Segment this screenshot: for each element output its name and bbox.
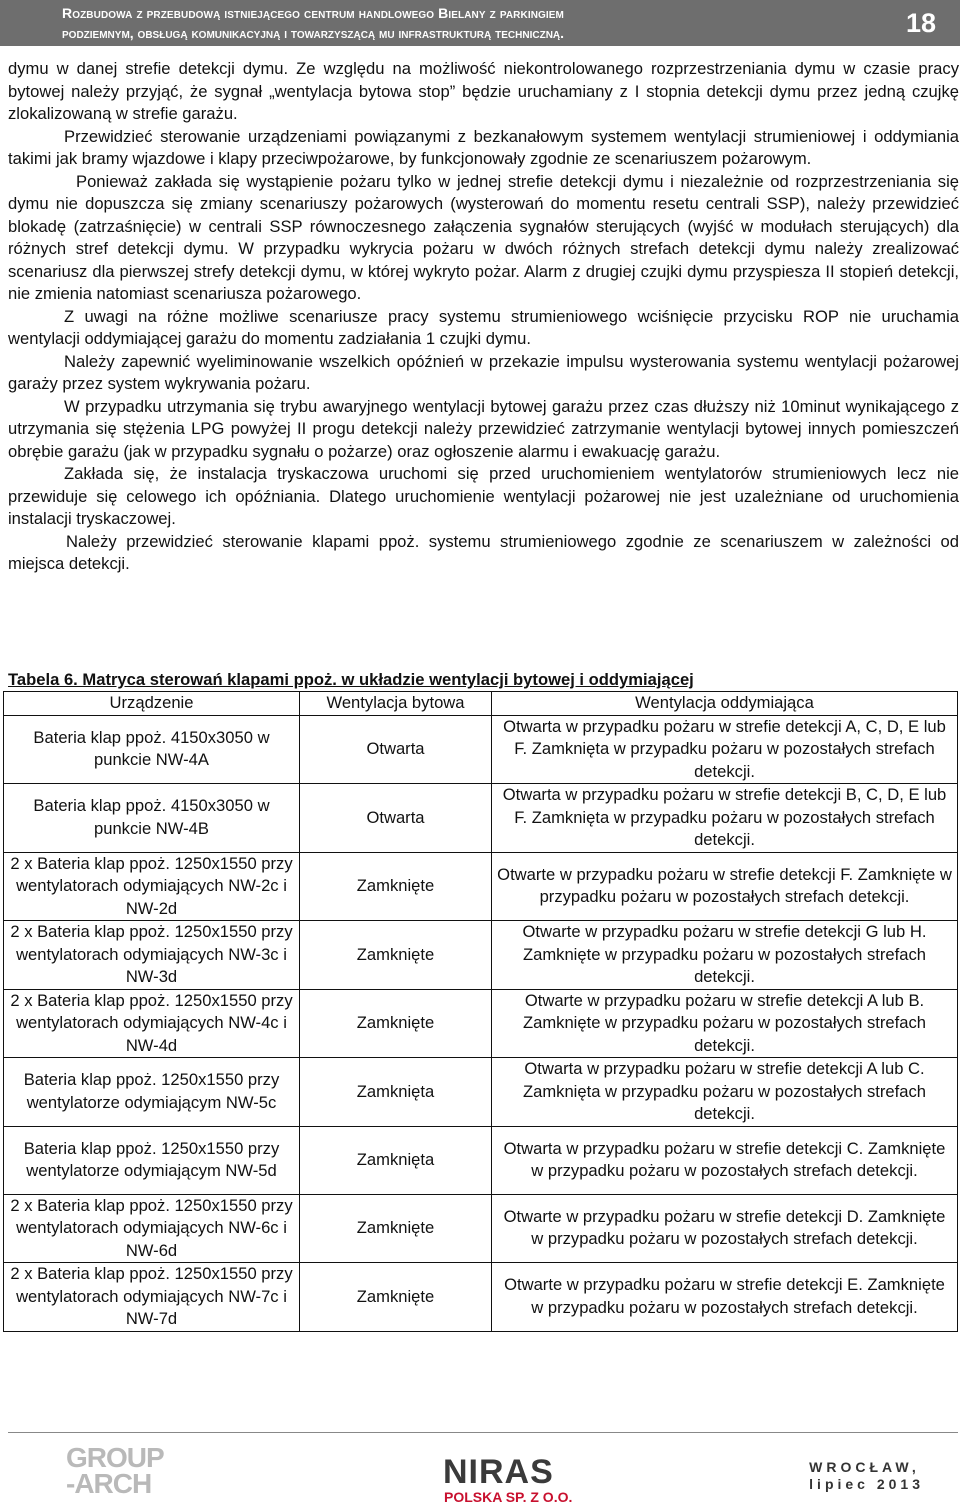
table-cell: 2 x Bateria klap ppoż. 1250x1550 przy wentylatorach odymiających NW-4c i NW-4d xyxy=(4,989,300,1058)
column-header: Wentylacja oddymiająca xyxy=(492,692,958,716)
place-date xyxy=(809,1459,924,1493)
table-cell: 2 x Bateria klap ppoż. 1250x1550 przy wentylatorach odymiających NW-6c i NW-6d xyxy=(4,1194,300,1263)
table-cell: Bateria klap ppoż. 4150x3050 w punkcie NW-4B xyxy=(4,784,300,853)
table-cell: Zamknięta xyxy=(300,1058,492,1127)
table-cell: Zamknięta xyxy=(300,1126,492,1194)
table-header-row xyxy=(4,692,958,716)
table-cell: Otwarta xyxy=(300,784,492,853)
logo-text: NIRAS xyxy=(443,1453,554,1491)
table-row xyxy=(4,715,958,784)
page-number: 18 xyxy=(905,8,936,38)
table-cell: Otwarte w przypadku pożaru w strefie detekcji E. Zamknięte w przypadku pożaru w pozostałych strefach detekcji. xyxy=(492,1263,958,1332)
table-row xyxy=(4,921,958,990)
logo-subtext: POLSKA SP. Z O.O. xyxy=(444,1489,573,1505)
footer-divider xyxy=(8,1432,958,1433)
table-cell: Bateria klap ppoż. 1250x1550 przy wentylatorze odymiającym NW-5d xyxy=(4,1126,300,1194)
header-title-line2: podziemnym, obsługą komunikacyjną i towarzyszącą mu infrastrukturą techniczną. xyxy=(62,25,565,41)
group-arch-logo xyxy=(66,1442,186,1500)
table-cell: Otwarta w przypadku pożaru w strefie detekcji A, C, D, E lub F. Zamknięta w przypadku pożaru w pozostałych strefach detekcji. xyxy=(492,715,958,784)
table-cell: Otwarta w przypadku pożaru w strefie detekcji C. Zamknięte w przypadku pożaru w pozostałych strefach detekcji. xyxy=(492,1126,958,1194)
table-row xyxy=(4,1194,958,1263)
niras-logo xyxy=(443,1455,603,1505)
table-row xyxy=(4,1058,958,1127)
table-row xyxy=(4,852,958,921)
table-row xyxy=(4,1263,958,1332)
document-body xyxy=(8,58,959,576)
table-cell: Otwarta xyxy=(300,715,492,784)
table-cell: Otwarte w przypadku pożaru w strefie detekcji F. Zamknięte w przypadku pożaru w pozostałych strefach detekcji. xyxy=(492,852,958,921)
logo-text: -ARCH xyxy=(66,1468,152,1499)
table-cell: 2 x Bateria klap ppoż. 1250x1550 przy wentylatorach odymiających NW-2c i NW-2d xyxy=(4,852,300,921)
table-cell: Otwarta w przypadku pożaru w strefie detekcji B, C, D, E lub F. Zamknięta w przypadku pożaru w pozostałych strefach detekcji. xyxy=(492,784,958,853)
table-cell: Zamknięte xyxy=(300,1263,492,1332)
paragraph: W przypadku utrzymania się trybu awaryjnego wentylacji bytowej garażu przez czas dłuższy niż 10minut wynikającego z utrzymania się stężenia LPG powyżej II progu detekcji należy przewidzieć zatrzymanie wentylacji bytowej innych pomieszczeń obrębie garażu (jak w przypadku sygnału o pożarze) oraz ogłoszenie alarmu i ewakuację garażu. xyxy=(8,396,959,461)
column-header: Urządzenie xyxy=(4,692,300,716)
page-header xyxy=(0,0,960,46)
table-cell: Otwarte w przypadku pożaru w strefie detekcji D. Zamknięte w przypadku pożaru w pozostałych strefach detekcji. xyxy=(492,1194,958,1263)
paragraph: Należy przewidzieć sterowanie klapami ppoż. systemu strumieniowego zgodnie ze scenariuszem w zależności od miejsca detekcji. xyxy=(8,531,959,573)
control-matrix-table xyxy=(3,691,958,1332)
table-row xyxy=(4,1126,958,1194)
table-cell: 2 x Bateria klap ppoż. 1250x1550 przy wentylatorach odymiających NW-7c i NW-7d xyxy=(4,1263,300,1332)
logo-text: GROUP xyxy=(66,1442,164,1473)
paragraph: Przewidzieć sterowanie urządzeniami powiązanymi z bezkanałowym systemem wentylacji strumieniowej i oddymiania takimi jak bramy wjazdowe i klapy przeciwpożarowe, by funkcjonowały zgodnie ze scenariuszem pożarowym. xyxy=(8,126,959,168)
table-cell: Zamknięte xyxy=(300,921,492,990)
table-row xyxy=(4,784,958,853)
table-caption: Tabela 6. Matryca sterowań klapami ppoż. w układzie wentylacji bytowej i oddymiającej xyxy=(8,670,694,689)
table-cell: Zamknięte xyxy=(300,852,492,921)
table-cell: Otwarta w przypadku pożaru w strefie detekcji A lub C. Zamknięta w przypadku pożaru w pozostałych strefach detekcji. xyxy=(492,1058,958,1127)
city-label: WROCŁAW, xyxy=(809,1459,920,1475)
column-header: Wentylacja bytowa xyxy=(300,692,492,716)
paragraph: Zakłada się, że instalacja tryskaczowa uruchomi się przed uruchomieniem wentylatorów strumieniowych lecz nie przewiduje się celowego ich opóźniania. Dlatego uruchomienie wentylacji pożarowej nie jest uzależniane od uruchomienia instalacji tryskaczowej. xyxy=(8,464,959,528)
table-cell: Bateria klap ppoż. 4150x3050 w punkcie NW-4A xyxy=(4,715,300,784)
table-cell: Bateria klap ppoż. 1250x1550 przy wentylatorze odymiającym NW-5c xyxy=(4,1058,300,1127)
table-cell: Otwarte w przypadku pożaru w strefie detekcji A lub B. Zamknięte w przypadku pożaru w pozostałych strefach detekcji. xyxy=(492,989,958,1058)
paragraph: dymu w danej strefie detekcji dymu. Ze względu na możliwość niekontrolowanego rozprzestrzeniania dymu w czasie pracy bytowej należy przyjąć, że sygnał „wentylacja bytowa stop” będzie uruchamiany z I stopnia detekcji dymu przez jedną czujkę zlokalizowaną w strefie garażu. xyxy=(8,59,959,123)
table-cell: Zamknięte xyxy=(300,1194,492,1263)
paragraph: Należy zapewnić wyeliminowanie wszelkich opóźnień w przekazie impulsu wysterowania systemu wentylacji pożarowej garaży przez system wykrywania pożaru. xyxy=(8,351,959,393)
table-cell: Otwarte w przypadku pożaru w strefie detekcji G lub H. Zamknięte w przypadku pożaru w pozostałych strefach detekcji. xyxy=(492,921,958,990)
paragraph: Ponieważ zakłada się wystąpienie pożaru tylko w jednej strefie detekcji dymu i niezależnie od rozprzestrzeniania się dymu nie dopuszcza się zmiany scenariuszy pożarowych (wysterowań do momentu resetu centrali SSP), należy przewidzieć blokadę (zatrzaśnięcie) w centrali SSP równoczesnego załączenia sygnałów sterujących (wyjść w modułach sterujących) dla różnych stref detekcji dymu. W przypadku wykrycia pożaru w dwóch różnych strefach detekcji dymu należy zrealizować scenariusz dla pierwszej strefy detekcji dymu, w której wykryto pożar. Alarm z drugiej czujki dymu przyspiesza II stopień detekcji, nie zmienia natomiast scenariusza pożarowego. xyxy=(8,171,959,303)
date-label: lipiec 2013 xyxy=(809,1476,924,1492)
paragraph: Z uwagi na różne możliwe scenariusze pracy systemu strumieniowego wciśnięcie przycisku ROP nie uruchamia wentylacji oddymiającej garażu do momentu zadziałania 1 czujki dymu. xyxy=(8,306,959,348)
table-row xyxy=(4,989,958,1058)
table-cell: 2 x Bateria klap ppoż. 1250x1550 przy wentylatorach odymiających NW-3c i NW-3d xyxy=(4,921,300,990)
table-cell: Zamknięte xyxy=(300,989,492,1058)
header-title-line1: Rozbudowa z przebudową istniejącego centrum handlowego Bielany z parkingiem xyxy=(62,5,564,21)
